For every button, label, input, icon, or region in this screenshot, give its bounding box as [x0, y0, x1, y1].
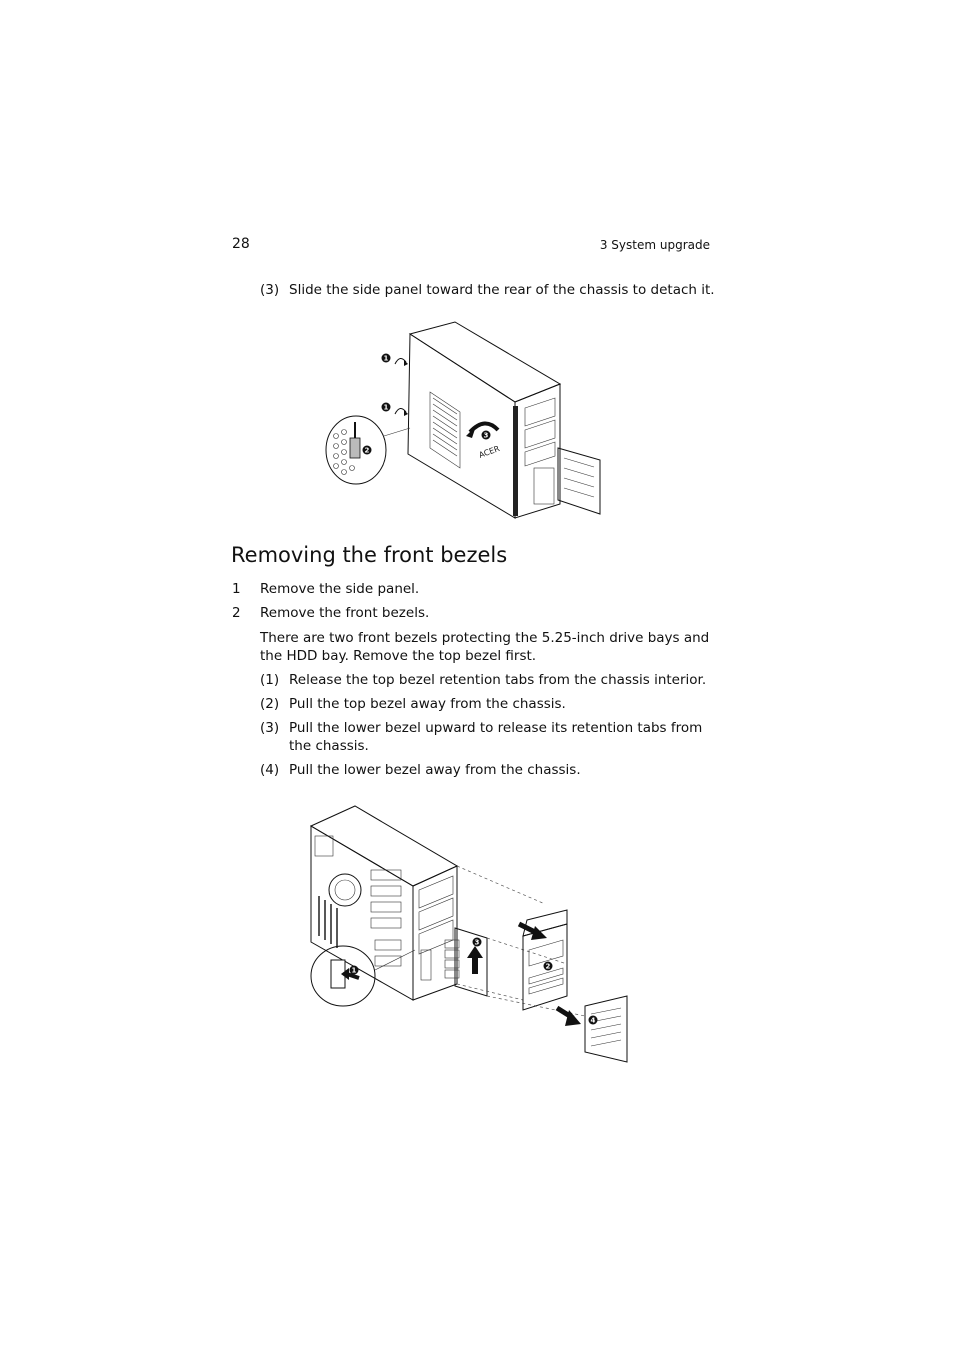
step-text: Remove the front bezels. — [260, 605, 430, 621]
callout-marker-icon — [382, 354, 391, 363]
callout-marker-icon — [544, 962, 553, 971]
svg-text:3: 3 — [474, 938, 480, 947]
substep-text: Pull the top bezel away from the chassis. — [289, 696, 566, 712]
arrow-icon — [557, 1008, 581, 1026]
svg-text:3: 3 — [483, 431, 489, 440]
vent-grille — [430, 392, 460, 468]
arrow-icon — [467, 946, 483, 974]
svg-text:1: 1 — [383, 403, 389, 412]
svg-text:1: 1 — [383, 354, 389, 363]
callout-marker-icon — [589, 1016, 598, 1025]
intro-step-text: Slide the side panel toward the rear of the chassis to detach it. — [289, 282, 715, 298]
svg-text:2: 2 — [364, 446, 370, 455]
page-number: 28 — [232, 236, 250, 252]
step-number: 2 — [232, 605, 241, 621]
svg-text:ACER: ACER — [477, 444, 501, 460]
substep-label: (3) — [260, 720, 280, 736]
callout-marker-icon — [473, 938, 482, 947]
step-text: Remove the side panel. — [260, 581, 420, 597]
svg-text:4: 4 — [590, 1016, 596, 1025]
intro-step-label: (3) — [260, 282, 280, 298]
paragraph-line: There are two front bezels protecting the 5.25-inch drive bays and — [260, 630, 710, 646]
substep-label: (1) — [260, 672, 280, 688]
figure-front-bezel-removal — [305, 800, 635, 1066]
running-head: 3 System upgrade — [599, 238, 710, 252]
step-number: 1 — [232, 581, 241, 597]
substep-label: (4) — [260, 762, 280, 778]
callout-marker-icon — [382, 403, 391, 412]
section-title: Removing the front bezels — [231, 543, 508, 567]
callout-marker-icon — [350, 966, 359, 975]
substep-text: Release the top bezel retention tabs from the chassis interior. — [289, 672, 707, 688]
svg-text:1: 1 — [351, 966, 357, 975]
figure-side-panel-removal — [320, 318, 610, 524]
callout-marker-icon — [482, 431, 491, 440]
svg-text:2: 2 — [545, 962, 551, 971]
substep-text-cont: the chassis. — [289, 738, 369, 754]
substep-label: (2) — [260, 696, 280, 712]
callout-marker-icon — [363, 446, 372, 455]
substep-text: Pull the lower bezel upward to release its retention tabs from — [289, 720, 703, 736]
substep-text: Pull the lower bezel away from the chassis. — [289, 762, 581, 778]
paragraph-line: the HDD bay. Remove the top bezel first. — [260, 648, 537, 664]
